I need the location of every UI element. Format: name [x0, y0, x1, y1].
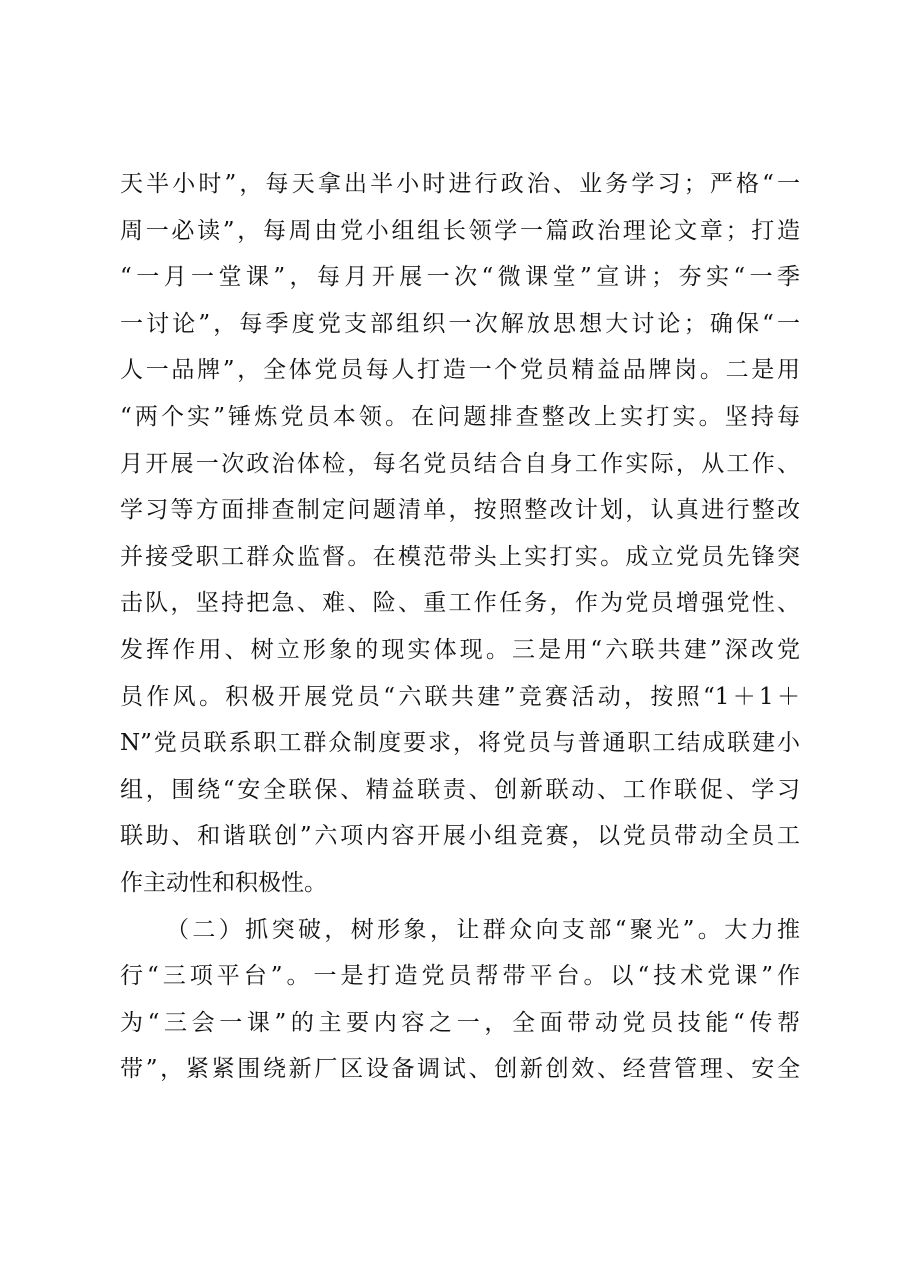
text-line: 组，围绕“安全联保、精益联责、创新联动、工作联促、学习: [120, 776, 800, 803]
text-line: “两个实”锤炼党员本领。在问题排查整改上实打实。坚持每: [120, 403, 800, 430]
text-line: 作主动性和积极性。: [120, 869, 327, 896]
text-line: 周一必读”，每周由党小组组长领学一篇政治理论文章；打造: [120, 217, 800, 244]
text-line: 为“三会一课”的主要内容之一，全面带动党员技能“传帮: [120, 1009, 800, 1036]
text-line: 天半小时”，每天拿出半小时进行政治、业务学习；严格“一: [120, 171, 800, 197]
text-line: 行“三项平台”。一是打造党员帮带平台。以“技术党课”作: [120, 963, 800, 990]
text-line: 发挥作用、树立形象的现实体现。三是用“六联共建”深改党: [120, 636, 800, 663]
text-line: N”党员联系职工群众制度要求，将党员与普通职工结成联建小: [120, 730, 800, 757]
section-heading-line: （二）抓突破，树形象，让群众向支部“聚光”。大力推: [166, 916, 800, 943]
text-line: 学习等方面排查制定问题清单，按照整改计划，认真进行整改: [120, 497, 800, 524]
text-line: 人一品牌”，全体党员每人打造一个党员精益品牌岗。二是用: [120, 357, 800, 384]
text-line: “一月一堂课”，每月开展一次“微课堂”宣讲；夯实“一季: [120, 264, 800, 291]
text-line: 员作风。积极开展党员“六联共建”竞赛活动，按照“1＋1＋: [120, 683, 800, 710]
text-line: 并接受职工群众监督。在模范带头上实打实。成立党员先锋突: [120, 543, 800, 570]
text-line: 带”，紧紧围绕新厂区设备调试、创新创效、经营管理、安全: [120, 1056, 800, 1083]
text-line: 击队，坚持把急、难、险、重工作任务，作为党员增强党性、: [120, 590, 800, 617]
document-body: [120, 161, 800, 1093]
text-line: 月开展一次政治体检，每名党员结合自身工作实际，从工作、: [120, 450, 800, 477]
text-line: 联助、和谐联创”六项内容开展小组竞赛，以党员带动全员工: [120, 823, 800, 850]
text-line: 一讨论”，每季度党支部组织一次解放思想大讨论；确保“一: [120, 310, 800, 337]
